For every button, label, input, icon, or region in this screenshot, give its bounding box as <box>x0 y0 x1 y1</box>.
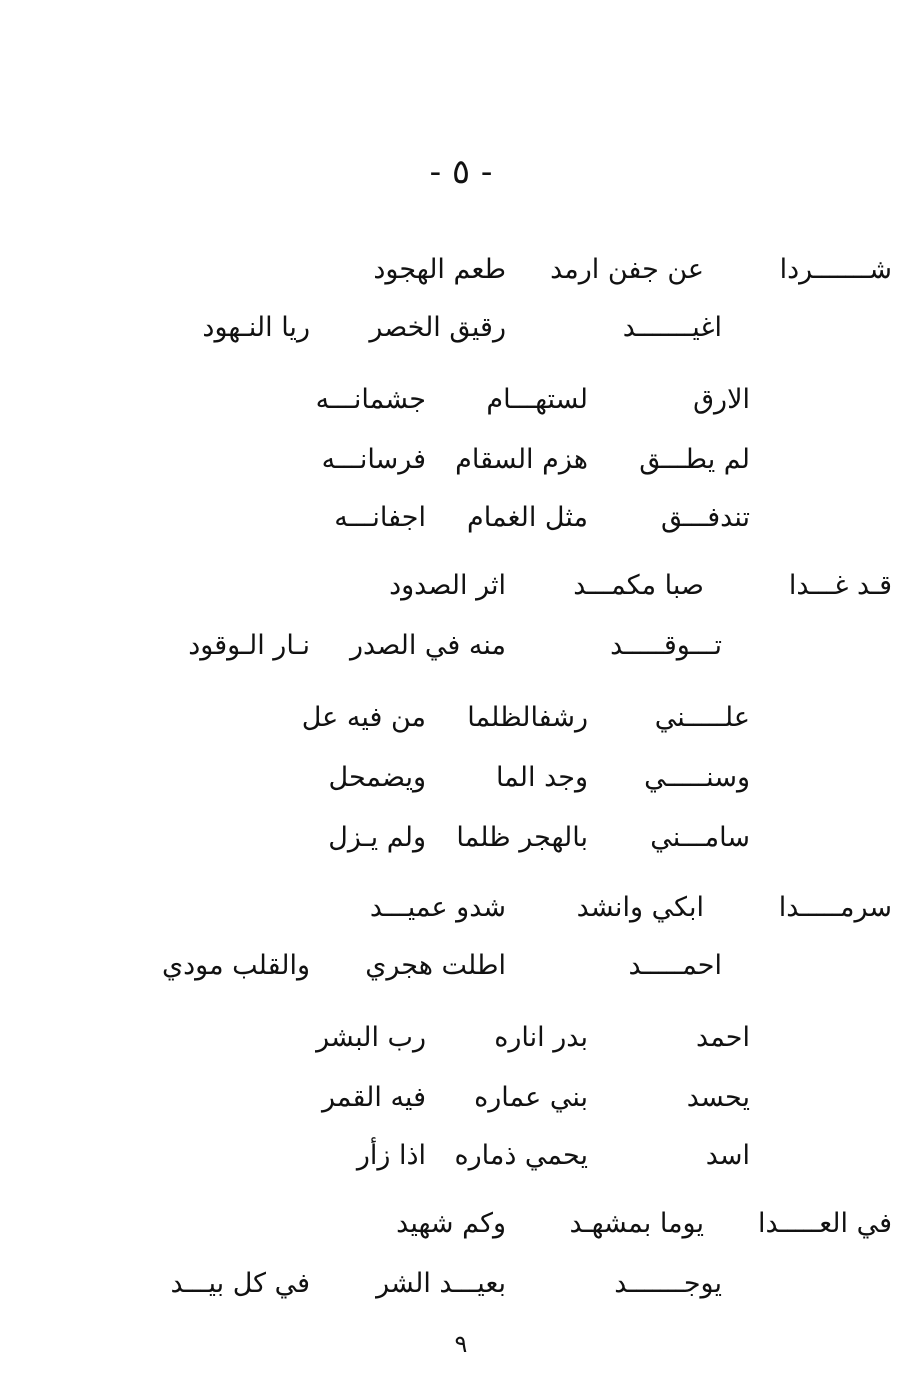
verse-segment: اثر الصدود <box>389 570 506 601</box>
verse-line <box>0 816 922 860</box>
verse-segment: رقيق الخصر <box>369 312 506 343</box>
verse-segment: تندفـــق <box>661 502 750 533</box>
verse-segment: مثل الغمام <box>467 502 588 533</box>
verse-line <box>0 1016 922 1060</box>
verse-segment: فرسانـــه <box>321 444 426 475</box>
verse-segment: هزم السقام <box>455 444 588 475</box>
verse-segment: وجد الما <box>495 762 588 793</box>
verse-segment: لستهـــام <box>486 384 588 415</box>
verse-segment: شدو عميـــد <box>369 892 506 923</box>
verse-segment: اجفانـــه <box>334 502 426 533</box>
verse-segment: بالهجر ظلما <box>456 822 588 853</box>
verse-line <box>0 438 922 482</box>
verse-segment: ابكي وانشد <box>576 892 704 923</box>
verse-segment: جشمانـــه <box>315 384 426 415</box>
verse-segment: عن جفن ارمد <box>550 254 704 285</box>
verse-line <box>0 696 922 740</box>
verse-segment: شـــــــردا <box>779 254 892 285</box>
verse-segment: لم يطـــق <box>639 444 750 475</box>
verse-segment: منه في الصدر <box>349 630 506 661</box>
verse-line <box>0 248 922 292</box>
verse-line <box>0 756 922 800</box>
verse-segment: يحسد <box>686 1082 750 1113</box>
verse-line <box>0 1076 922 1120</box>
verse-segment: اذا زأر <box>356 1140 426 1171</box>
verse-segment: رشفالظلما <box>467 702 588 733</box>
verse-line <box>0 624 922 668</box>
verse-segment: يوجـــــــد <box>614 1268 722 1299</box>
verse-segment: اطلت هجري <box>365 950 506 981</box>
verse-segment: سامـــني <box>650 822 750 853</box>
verse-segment: رب البشر <box>316 1022 426 1053</box>
verse-segment: بني عماره <box>474 1082 588 1113</box>
verse-line <box>0 944 922 988</box>
verse-segment: اغيـــــــد <box>622 312 722 343</box>
verse-line <box>0 564 922 608</box>
verse-segment: يحمي ذماره <box>454 1140 588 1171</box>
verse-segment: قـد غـــدا <box>788 570 892 601</box>
verse-line <box>0 1262 922 1306</box>
verse-segment: صبا مكمـــد <box>573 570 704 601</box>
verse-line <box>0 378 922 422</box>
verse-line <box>0 496 922 540</box>
verse-segment: وكم شهيد <box>396 1208 506 1239</box>
verse-line <box>0 1134 922 1178</box>
verse-segment: فيه القمر <box>321 1082 426 1113</box>
verse-segment: نـار الـوقود <box>188 630 310 661</box>
verse-segment: وسنـــــي <box>644 762 750 793</box>
page-number: ٩ <box>454 1330 468 1358</box>
verse-segment: في العـــــدا <box>758 1208 892 1239</box>
verse-segment: بدر اناره <box>494 1022 588 1053</box>
verse-segment: احمد <box>696 1022 750 1053</box>
verse-segment: والقلب مودي <box>161 950 310 981</box>
section-marker: - ٥ - <box>429 152 493 192</box>
verse-line <box>0 886 922 930</box>
verse-segment: الارق <box>693 384 750 415</box>
verse-segment: من فيه عل <box>301 702 426 733</box>
verse-segment: علـــــني <box>654 702 750 733</box>
verse-segment: طعم الهجود <box>373 254 506 285</box>
verse-segment: ريا النـهود <box>202 312 310 343</box>
verse-segment: اسد <box>705 1140 750 1171</box>
verse-segment: تـــوقـــــد <box>610 630 722 661</box>
verse-segment: ولم يـزل <box>328 822 426 853</box>
verse-line <box>0 306 922 350</box>
verse-segment: بعيـــد الشر <box>376 1268 506 1299</box>
verse-segment: في كل بيـــد <box>170 1268 310 1299</box>
verse-line <box>0 1202 922 1246</box>
verse-segment: ويضمحل <box>328 762 426 793</box>
verse-segment: سرمـــــدا <box>778 892 892 923</box>
verse-segment: احمـــــد <box>628 950 722 981</box>
verse-segment: يوما بمشهـد <box>569 1208 704 1239</box>
